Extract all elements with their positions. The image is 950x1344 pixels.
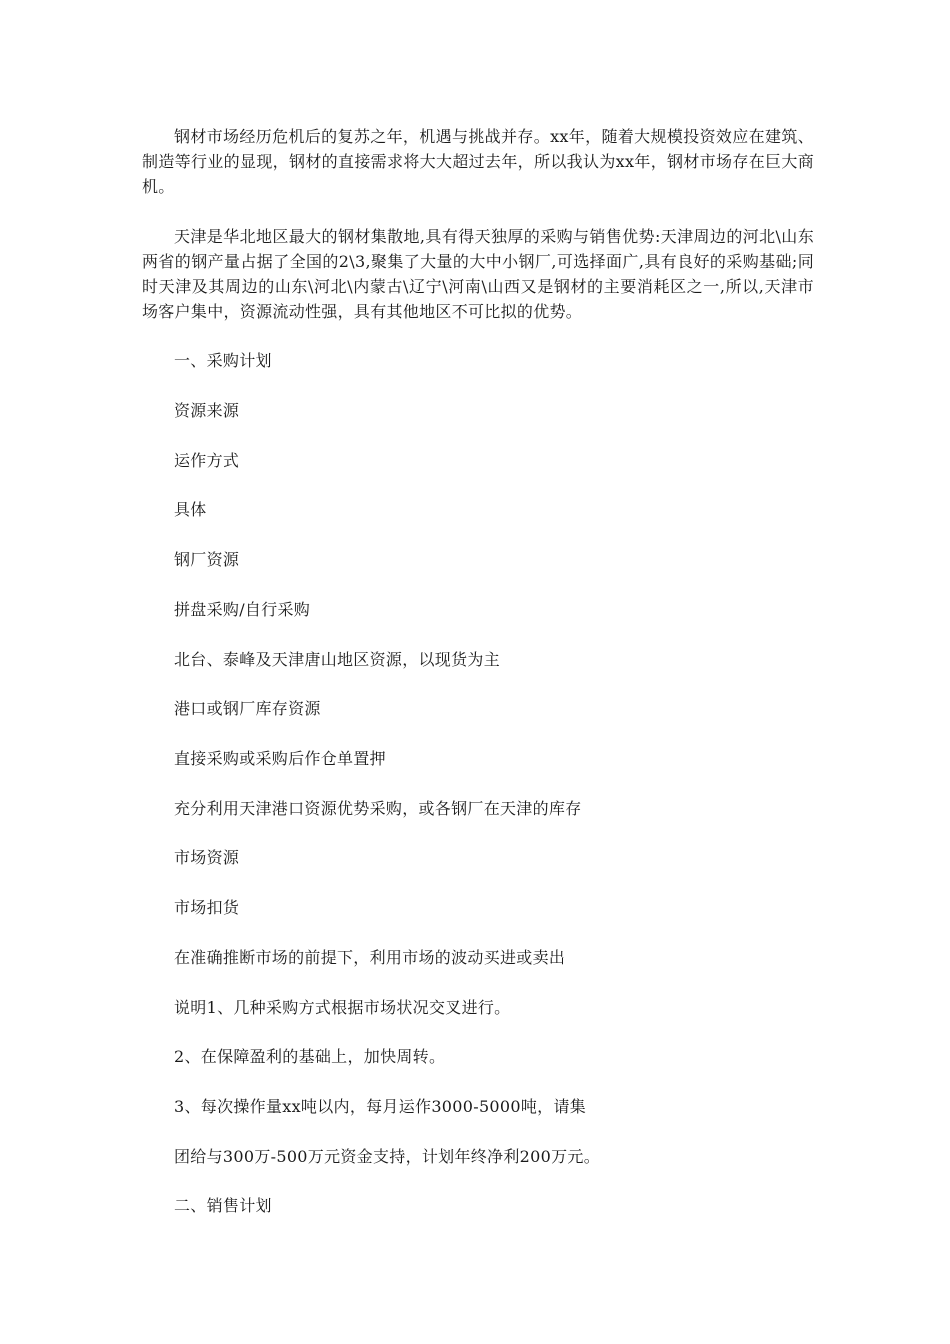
note-line: 3、每次操作量xx吨以内，每月运作3000-5000吨，请集 bbox=[174, 1097, 587, 1116]
text-line: 北台、泰峰及天津唐山地区资源，以现货为主 bbox=[174, 650, 501, 669]
section-heading-purchase: 一、采购计划 bbox=[174, 351, 272, 370]
tianjin-paragraph: 天津是华北地区最大的钢材集散地,具有得天独厚的采购与销售优势:天津周边的河北\山东两省的钢产量占据了全国的2\3,聚集了大量的大中小钢厂,可选择面广,具有良好的采购基础;同时天津及其周边的山东\河北\内蒙古\辽宁\河南\山西又是钢材的主要消耗区之一,所以,天津市场客户集中，资源流动性强，具有其他地区不可比拟的优势。 bbox=[142, 227, 814, 321]
text-line: 钢厂资源 bbox=[174, 550, 240, 569]
text-line: 具体 bbox=[174, 500, 207, 519]
text-line: 充分利用天津港口资源优势采购，或各钢厂在天津的库存 bbox=[174, 799, 582, 818]
text-line: 港口或钢厂库存资源 bbox=[174, 699, 321, 718]
text-line: 运作方式 bbox=[174, 451, 240, 470]
text-line: 拼盘采购/自行采购 bbox=[174, 600, 311, 619]
note-line: 2、在保障盈利的基础上，加快周转。 bbox=[174, 1047, 446, 1066]
text-line: 在准确推断市场的前提下，利用市场的波动买进或卖出 bbox=[174, 948, 566, 967]
text-line: 直接采购或采购后作仓单置押 bbox=[174, 749, 386, 768]
intro-paragraph: 钢材市场经历危机后的复苏之年，机遇与挑战并存。xx年，随着大规模投资效应在建筑、制造等行业的显现，钢材的直接需求将大大超过去年，所以我认为xx年，钢材市场存在巨大商机。 bbox=[142, 127, 814, 196]
note-line: 说明1、几种采购方式根据市场状况交叉进行。 bbox=[174, 998, 511, 1017]
section-heading-sales: 二、销售计划 bbox=[174, 1196, 272, 1215]
note-line: 团给与300万-500万元资金支持，计划年终净利200万元。 bbox=[174, 1147, 601, 1166]
text-line: 资源来源 bbox=[174, 401, 240, 420]
text-line: 市场资源 bbox=[174, 848, 240, 867]
text-line: 市场扣货 bbox=[174, 898, 240, 917]
